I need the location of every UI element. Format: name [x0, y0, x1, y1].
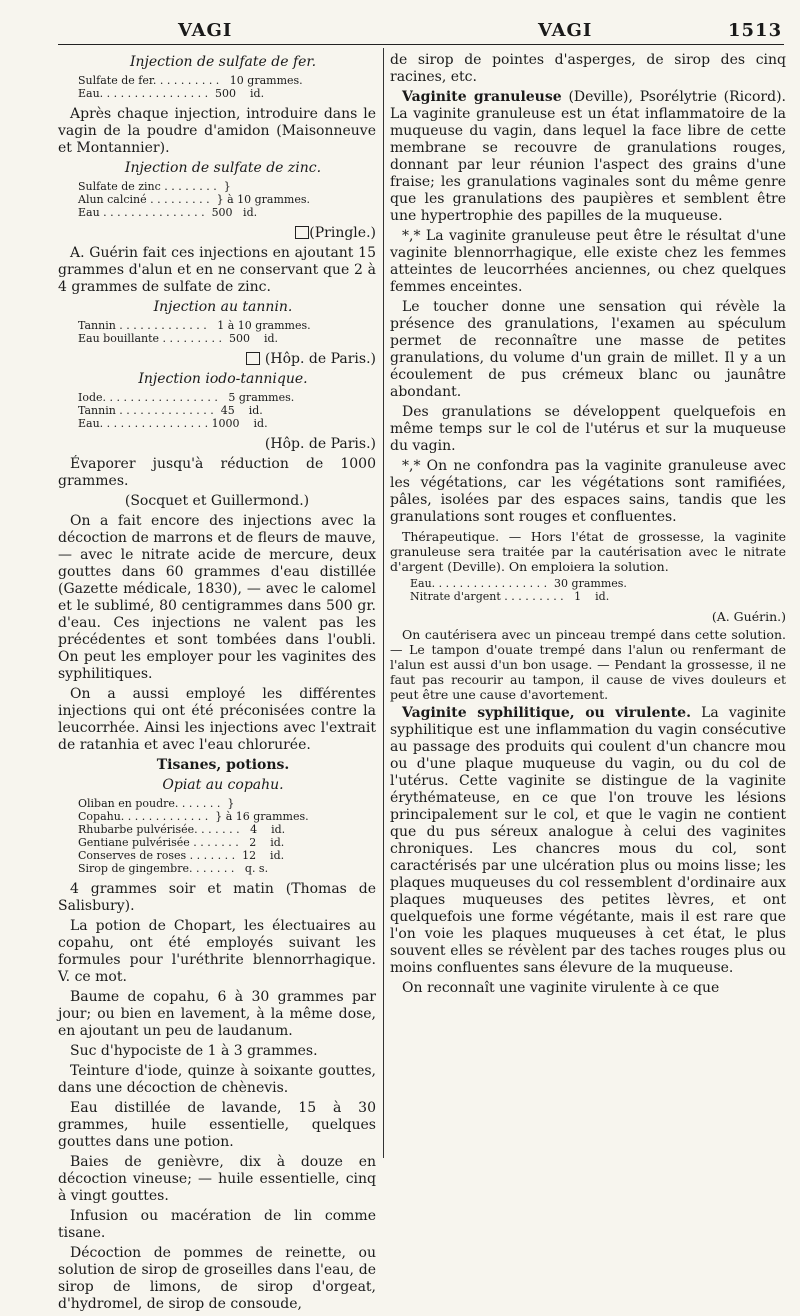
- formula-line: Sulfate de fer. . . . . . . . . . 10 grammes.: [78, 74, 303, 87]
- paragraph: Baies de genièvre, dix à douze en décoction vineuse; — huile essentielle, cinq à vingt gouttes.: [58, 1154, 376, 1204]
- formula-line: Nitrate d'argent . . . . . . . . . 1 id.: [410, 590, 610, 603]
- formula-line: Iode. . . . . . . . . . . . . . . . . 5 grammes.: [78, 391, 295, 404]
- section-heading: Opiat au copahu.: [162, 777, 284, 793]
- paragraph: Le toucher donne une sensation qui révèle la présence des granulations, l'examen au spéculum permet de reconnaître une masse de petites granulations, du volume d'un grain de millet. Il y a un écoulement de pus crémeux blanc ou jaunâtre abondant.: [390, 299, 786, 400]
- section-heading-bold: Tisanes, potions.: [156, 757, 290, 773]
- formula-line: Oliban en poudre. . . . . . . }: [78, 797, 235, 810]
- source-line: (Hôp. de Paris.): [264, 436, 376, 452]
- formula-fer: [78, 74, 376, 100]
- source: (Pringle.): [309, 225, 376, 241]
- paragraph: *,* La vaginite granuleuse peut être le résultat d'une vaginite blennorrhagique, elle existe chez les femmes atteintes de leucorrhées anciennes, ou chez quelques femmes enceintes.: [390, 228, 786, 295]
- right-column: [390, 52, 786, 1000]
- formula-line: Alun calciné . . . . . . . . . } à 10 grammes.: [78, 193, 310, 206]
- formula-line: Sirop de gingembre. . . . . . . q. s.: [78, 862, 269, 875]
- page-number: 1513: [728, 20, 783, 41]
- paragraph: Baume de copahu, 6 à 30 grammes par jour; ou bien en lavement, à la même dose, en ajoutant un peu de laudanum.: [58, 989, 376, 1039]
- paragraph: *,* On ne confondra pas la vaginite granuleuse avec les végétations, car les végétations sont ramifiées, pâles, isolées par des espaces sains, tandis que les granulations sont rouges et confluentes.: [390, 458, 786, 525]
- paragraph: Des granulations se développent quelquefois en même temps sur le col de l'utérus et sur la muqueuse du vagin.: [390, 404, 786, 454]
- running-head-left: VAGI: [178, 20, 233, 41]
- formula-tannin: [78, 319, 376, 345]
- source-line: [58, 351, 376, 368]
- running-head-center: VAGI: [538, 20, 593, 41]
- formula-line: Conserves de roses . . . . . . . 12 id.: [78, 849, 285, 862]
- formula-line: Rhubarbe pulvérisée. . . . . . . 4 id.: [78, 823, 286, 836]
- term: Vaginite syphilitique, ou virulente.: [402, 705, 691, 721]
- section-heading: Injection de sulfate de zinc.: [124, 160, 322, 176]
- paragraph: Décoction de pommes de reinette, ou solution de sirop de groseilles dans l'eau, de sirop de limons, de sirop d'orgeat, d'hydromel, de sirop de consoude,: [58, 1245, 376, 1312]
- formula-line: Gentiane pulvérisée . . . . . . . 2 id.: [78, 836, 285, 849]
- section-heading: Injection de sulfate de fer.: [129, 54, 317, 70]
- square-symbol-icon: [295, 226, 309, 239]
- column-divider: [383, 48, 384, 1158]
- paragraph-syphilitique: [390, 705, 786, 977]
- source: (Hôp. de Paris.): [264, 351, 376, 367]
- formula-line: Eau . . . . . . . . . . . . . . . 500 id.: [78, 206, 258, 219]
- formula-line: Eau bouillante . . . . . . . . . 500 id.: [78, 332, 279, 345]
- formula-line: Tannin . . . . . . . . . . . . . . 45 id.: [78, 404, 263, 417]
- left-column: [58, 52, 376, 1316]
- formula-zinc: [78, 180, 376, 219]
- formula-line: Tannin . . . . . . . . . . . . . 1 à 10 grammes.: [78, 319, 311, 332]
- therapeutic-note: Thérapeutique. — Hors l'état de grossesse, la vaginite granuleuse sera traitée par la cautérisation avec le nitrate d'argent (Deville). On emploiera la solution.: [390, 529, 786, 574]
- paragraph: Eau distillée de lavande, 15 à 30 grammes, huile essentielle, quelques gouttes dans une potion.: [58, 1100, 376, 1150]
- paragraph-granuleuse: [390, 89, 786, 225]
- paragraph: Après chaque injection, introduire dans le vagin de la poudre d'amidon (Maisonneuve et Montannier).: [58, 106, 376, 156]
- source-line: (A. Guérin.): [711, 609, 786, 624]
- header-rule: [58, 44, 784, 45]
- paragraph-body: La vaginite syphilitique est une inflammation du vagin consécutive au passage des produits qui coulent d'un chancre mou ou d'une plaque muqueuse du vagin, ou du col de l'utérus. Cette vaginite se distingue de la vaginite érythémateuse, en ce que l'on trouve les lésions principalement sur le col, et que le vagin ne contient que du pus séreux analogue à celui des vaginites chroniques. Les chancres mous du col, sont caractérisés par une ulcération plus ou moins lisse; les plaques muqueuses du col ressemblent d'ordinaire aux plaques muqueuses des petites lèvres, et ont quelquefois une forme végétante, mais il est rare que l'on voie les plaques muqueuses à cet état, le plus souvent elles se révèlent par des taches rouges plus ou moins confluentes sans élevure de la muqueuse.: [390, 705, 786, 976]
- source-line: [58, 225, 376, 242]
- paragraph: 4 grammes soir et matin (Thomas de Salisbury).: [58, 881, 376, 914]
- citation: (Socquet et Guillermond.): [124, 493, 310, 509]
- paragraph: Suc d'hypociste de 1 à 3 grammes.: [70, 1043, 318, 1059]
- formula-nitrate: [410, 577, 786, 603]
- formula-copahu: [78, 797, 376, 875]
- paragraph: Teinture d'iode, quinze à soixante gouttes, dans une décoction de chènevis.: [58, 1063, 376, 1096]
- paragraph: La potion de Chopart, les électuaires au copahu, ont été employés suivant les formules pour l'uréthrite blennorrhagique. V. ce mot.: [58, 918, 376, 985]
- formula-line: Eau. . . . . . . . . . . . . . . . 500 id.: [78, 87, 265, 100]
- formula-line: Eau. . . . . . . . . . . . . . . . 1000 id.: [78, 417, 268, 430]
- paragraph: On reconnaît une vaginite virulente à ce que: [402, 980, 720, 996]
- cross-square-symbol-icon: [246, 352, 260, 365]
- formula-line: Sulfate de zinc . . . . . . . . }: [78, 180, 231, 193]
- paragraph-body: (Deville), Psorélytrie (Ricord). La vaginite granuleuse est un état inflammatoire de la muqueuse du vagin, dans lequel la face libre de cette membrane se recouvre de granulations rouges, donnant par leur réunion l'aspect des grains d'une fraise; les granulations vaginales sont du même genre que les granulations des paupières et semblent être une hypertrophie des papilles de la muqueuse.: [390, 89, 786, 224]
- formula-line: Copahu. . . . . . . . . . . . . } à 16 grammes.: [78, 810, 309, 823]
- paragraph: On a fait encore des injections avec la décoction de marrons et de fleurs de mauve, — avec le nitrate acide de mercure, deux gouttes dans 60 grammes d'eau distillée (Gazette médicale, 1830), — avec le calomel et le sublimé, 80 centigrammes dans 500 gr. d'eau. Ces injections ne valent pas les précédentes et sont tombées dans l'oubli. On peut les employer pour les vaginites des syphilitiques.: [58, 513, 376, 682]
- paragraph: On cautérisera avec un pinceau trempé dans cette solution. — Le tampon d'ouate trempé dans l'alun ou renfermant de l'alun est aussi d'un bon usage. — Pendant la grossesse, il ne faut pas recourir au tampon, il cause de vives douleurs et peut être une cause d'avortement.: [390, 627, 786, 702]
- paragraph: de sirop de pointes d'asperges, de sirop des cinq racines, etc.: [390, 52, 786, 85]
- term: Vaginite granuleuse: [402, 89, 562, 105]
- paragraph: A. Guérin fait ces injections en ajoutant 15 grammes d'alun et en ne conservant que 2 à 4 grammes de sulfate de zinc.: [58, 245, 376, 295]
- formula-line: Eau. . . . . . . . . . . . . . . . . 30 grammes.: [410, 577, 627, 590]
- paragraph: Infusion ou macération de lin comme tisane.: [58, 1208, 376, 1241]
- section-heading: Injection au tannin.: [153, 299, 293, 315]
- section-heading: Injection iodo-tannique.: [138, 371, 308, 387]
- formula-iodo: [78, 391, 376, 430]
- paragraph: Évaporer jusqu'à réduction de 1000 grammes.: [58, 456, 376, 489]
- paragraph: On a aussi employé les différentes injections qui ont été préconisées contre la leucorrhée. Ainsi les injections avec l'extrait de ratanhia et avec l'eau chlorurée.: [58, 686, 376, 753]
